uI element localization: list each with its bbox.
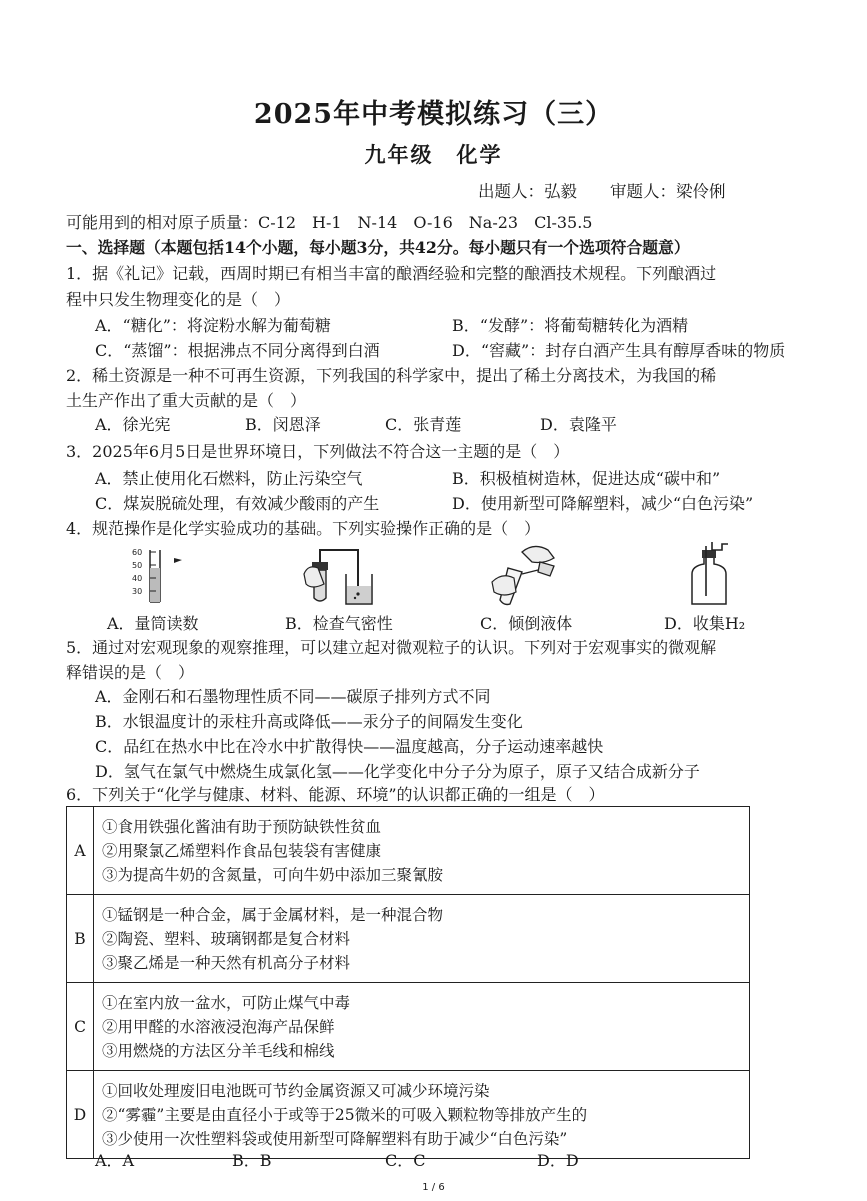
q4-option-d: D．收集H₂ (664, 614, 746, 633)
q1-option-c: C．“蒸馏”：根据沸点不同分离得到白酒 (95, 341, 380, 360)
q5-option-d: D．氢气在氯气中燃烧生成氯化氢——化学变化中分子分为原子，原子又结合成新分子 (95, 762, 700, 781)
table-item: ②用聚氯乙烯塑料作食品包装袋有害健康 (102, 841, 382, 860)
q3-option-c: C．煤炭脱硫处理，有效减少酸雨的产生 (95, 494, 380, 513)
cylinder-tick-60: 60 (132, 548, 143, 557)
q4-option-a: A．量筒读数 (107, 614, 199, 633)
q5-option-a: A．金刚石和石墨物理性质不同——碳原子排列方式不同 (95, 687, 491, 706)
q2-option-c: C．张青莲 (385, 415, 462, 434)
authors-line: 出题人：弘毅 审题人：梁伶俐 (478, 182, 726, 201)
table-item: ①锰钢是一种合金，属于金属材料，是一种混合物 (102, 905, 444, 924)
q6-option-a: A．A (95, 1151, 135, 1170)
table-row-items (94, 1071, 750, 1159)
hand-icon (492, 576, 516, 595)
q1-option-b: B．“发酵”：将葡萄糖转化为酒精 (452, 316, 689, 335)
airtightness-check-figure (300, 540, 380, 608)
gas-collection-bottle-figure (682, 540, 742, 608)
table-row-key: D (67, 1071, 94, 1159)
eye-arrow-icon (174, 558, 182, 563)
q2-option-a: A．徐光宪 (95, 415, 171, 434)
hand-icon (522, 546, 554, 562)
table-item: ②用甲醛的水溶液浸泡海产品保鲜 (102, 1017, 335, 1036)
table-row (67, 807, 750, 895)
table-row-key: A (67, 807, 94, 895)
table-row-key: B (67, 895, 94, 983)
q3-option-d: D．使用新型可降解塑料，减少“白色污染” (452, 494, 754, 513)
cylinder-tick-40: 40 (132, 574, 143, 583)
q2-option-b: B．闵恩泽 (245, 415, 321, 434)
q4-stem: 4．规范操作是化学实验成功的基础。下列实验操作正确的是（ ） (66, 519, 541, 538)
q1-option-d: D．“窖藏”：封存白酒产生具有醇厚香味的物质 (452, 341, 786, 360)
q1-stem-line2: 程中只发生物理变化的是（ ） (66, 290, 291, 309)
q5-stem-line1: 5．通过对宏观现象的观察推理，可以建立起对微观粒子的认识。下列对于宏观事实的微观解 (66, 638, 717, 657)
q2-option-d: D．袁隆平 (540, 415, 617, 434)
table-item: ②陶瓷、塑料、玻璃钢都是复合材料 (102, 929, 351, 948)
table-item: ①回收处理废旧电池既可节约金属资源又可减少环境污染 (102, 1081, 490, 1100)
q6-option-b: B．B (232, 1151, 272, 1170)
q6-option-d: D．D (537, 1151, 579, 1170)
q3-stem: 3．2025年6月5日是世界环境日，下列做法不符合这一主题的是（ ） (66, 442, 570, 461)
q1-stem-line1: 1．据《礼记》记载，西周时期已有相当丰富的酿酒经验和完整的酿酒技术规程。下列酿酒过 (66, 264, 717, 283)
table-item: ③少使用一次性塑料袋或使用新型可降解塑料有助于减少“白色污染” (102, 1129, 568, 1148)
graduated-cylinder-figure (130, 546, 200, 606)
cylinder-tick-30: 30 (132, 587, 143, 596)
q3-option-a: A．禁止使用化石燃料，防止污染空气 (95, 469, 363, 488)
table-row-items (94, 983, 750, 1071)
table-item: ③聚乙烯是一种天然有机高分子材料 (102, 953, 351, 972)
table-row-items (94, 807, 750, 895)
section-heading: 一、选择题（本题包括14个小题，每小题3分，共42分。每小题只有一个选项符合题意） (66, 238, 690, 257)
q5-option-b: B．水银温度计的汞柱升高或降低——汞分子的间隔发生变化 (95, 712, 523, 731)
cylinder-tick-50: 50 (132, 561, 143, 570)
page-title: 2025年中考模拟练习（三） (253, 99, 614, 130)
table-item: ③为提高牛奶的含氮量，可向牛奶中添加三聚氰胺 (102, 865, 444, 884)
atomic-masses: 可能用到的相对原子质量：C-12 H-1 N-14 O-16 Na-23 Cl-35.5 (66, 213, 593, 232)
q2-stem-line2: 土生产作出了重大贡献的是（ ） (66, 391, 307, 410)
q6-stem: 6．下列关于“化学与健康、材料、能源、环境”的认识都正确的一组是（ ） (66, 785, 605, 804)
page-number: 1 / 6 (422, 1182, 445, 1193)
q3-option-b: B．积极植树造林，促进达成“碳中和” (452, 469, 721, 488)
table-item: ③用燃烧的方法区分羊毛线和棉线 (102, 1041, 335, 1060)
q2-stem-line1: 2．稀土资源是一种不可再生资源，下列我国的科学家中，提出了稀土分离技术，为我国的稀 (66, 366, 717, 385)
table-item: ②“雾霾”主要是由直径小于或等于25微米的可吸入颗粒物等排放产生的 (102, 1105, 588, 1124)
table-row-key: C (67, 983, 94, 1071)
q1-option-a: A．“糖化”：将淀粉水解为葡萄糖 (95, 316, 331, 335)
table-item: ①食用铁强化酱油有助于预防缺铁性贫血 (102, 817, 382, 836)
table-row (67, 983, 750, 1071)
q5-stem-line2: 释错误的是（ ） (66, 663, 195, 682)
table-row-items (94, 895, 750, 983)
q6-options-table (66, 806, 750, 1159)
q4-option-c: C．倾倒液体 (480, 614, 573, 633)
table-row (67, 1071, 750, 1159)
q5-option-c: C．品红在热水中比在冷水中扩散得快——温度越高，分子运动速率越快 (95, 737, 604, 756)
table-item: ①在室内放一盆水，可防止煤气中毒 (102, 993, 351, 1012)
page-subtitle: 九年级 化学 (364, 142, 503, 167)
q6-option-c: C．C (385, 1151, 426, 1170)
table-row (67, 895, 750, 983)
q4-option-b: B．检查气密性 (285, 614, 393, 633)
pouring-liquid-figure (488, 542, 566, 608)
